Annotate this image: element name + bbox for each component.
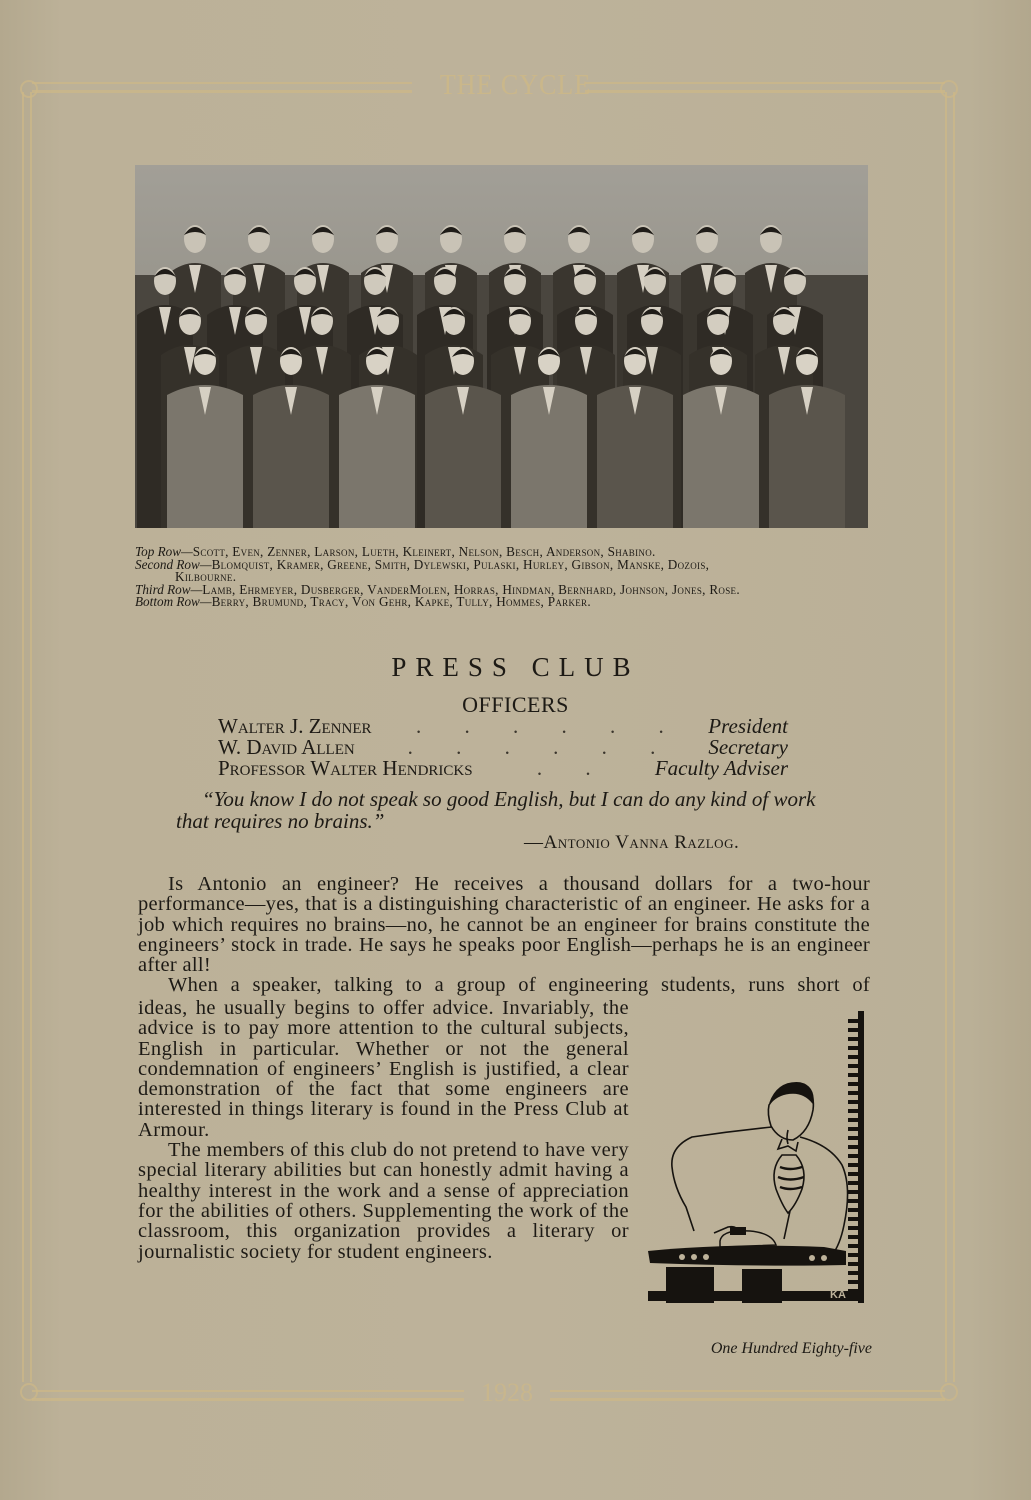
sawtooth-tooth (848, 1019, 860, 1023)
body-paragraph-2-first-line: When a speaker, talking to a group of engineering students, runs short of (168, 974, 870, 997)
sawtooth-tooth (848, 1190, 860, 1194)
club-title: PRESS CLUB (391, 652, 640, 682)
epigraph-quote: “You know I do not speak so good English, but I can do any kind of work that requires no brains.” (176, 787, 816, 833)
body-paragraph-3: The members of this club do not pretend to have very special literary abilities but can honestly admit having a healthy interest in the work and a sense of appreciation for the abilities of others. Supplementing the work of the classroom, this organization provides a literary or journalistic society for student engineers. (138, 1139, 629, 1263)
sawtooth-tooth (848, 1127, 860, 1131)
sawtooth-tooth (848, 1163, 860, 1167)
sawtooth-tooth (848, 1037, 860, 1041)
sawtooth-tooth (848, 1262, 860, 1266)
sawtooth-tooth (848, 1280, 860, 1284)
officer-row (218, 737, 788, 758)
running-head: THE CYCLE (439, 68, 592, 101)
sawtooth-border (848, 1011, 864, 1303)
sawtooth-tooth (848, 1028, 860, 1032)
officer-role: Secretary (708, 735, 788, 759)
leader-dots: . . . . . . (407, 737, 656, 758)
sawtooth-tooth (848, 1181, 860, 1185)
body-text-full-width (138, 874, 870, 996)
caption-row-top: Top Row—Scott, Even, Zenner, Larson, Lueth, Kleinert, Nelson, Besch, Anderson, Shabino. (135, 544, 656, 559)
sawtooth-tooth (848, 1217, 860, 1221)
sawtooth-tooth (848, 1145, 860, 1149)
sawtooth-tooth (848, 1082, 860, 1086)
body-paragraph-1: Is Antonio an engineer? He receives a thousand dollars for a two-hour performance—yes, that is a distinguishing characteristic of an engineer. He asks for a job which requires no brains—no, he cannot be an engineer for brains constitute the engineers’ stock in trade. He says he speaks poor English—perhaps he is an engineer after all! (138, 873, 870, 977)
sawtooth-tooth (848, 1100, 860, 1104)
officer-name: Walter J. Zenner (218, 714, 372, 738)
artist-signature: KA (830, 1289, 846, 1301)
sawtooth-tooth (848, 1235, 860, 1239)
sawtooth-tooth (848, 1073, 860, 1077)
caption-row-bottom: Bottom Row—Berry, Brumund, Tracy, Von Gehr, Kapke, Tully, Hommes, Parker. (135, 594, 591, 610)
iron (720, 1227, 776, 1247)
group-photo-figures (135, 165, 868, 528)
caption-row-second-cont: Kilbourne. (175, 569, 237, 585)
body-paragraph-2-rest: ideas, he usually begins to offer advice. Invariably, the advice is to pay more attention to the cultural subjects, English in particular. Whether or not the general condemnation of engineers’ English is justified, a clear demonstration of the fact that some engineers are interested in things literary is found in the Press Club at Armour. (138, 997, 629, 1141)
ironing-board (648, 1246, 858, 1303)
sawtooth-tooth (848, 1244, 860, 1248)
sawtooth-tooth (848, 1055, 860, 1059)
caption-row-third: Third Row—Lamb, Ehrmeyer, Dusberger, VanderMolen, Horras, Hindman, Bernhard, Johnson, Jones, Rose. (135, 581, 740, 597)
sawtooth-tooth (848, 1046, 860, 1050)
photo-caption (135, 546, 871, 609)
officers-list (218, 716, 788, 779)
caption-row-second: Second Row—Blomquist, Kramer, Greene, Smith, Dylewski, Pulaski, Hurley, Gibson, Manske, Dozois, (135, 556, 710, 572)
ironing-man-illustration (642, 1005, 874, 1305)
officer-name: Professor Walter Hendricks (218, 756, 473, 780)
officer-row (218, 758, 788, 779)
sawtooth-tooth (848, 1154, 860, 1158)
sawtooth-tooth (848, 1199, 860, 1203)
sawtooth-tooth (848, 1253, 860, 1257)
sawtooth-tooth (848, 1208, 860, 1212)
sawtooth-tooth (848, 1118, 860, 1122)
running-foot-year: 1928 (481, 1378, 533, 1407)
sawtooth-tooth (848, 1109, 860, 1113)
frame-left-rule (22, 92, 32, 1382)
leader-dots: . . . . . . (416, 716, 664, 737)
leader-dots: . . (536, 758, 591, 779)
sawtooth-tooth (848, 1064, 860, 1068)
sawtooth-tooth (848, 1172, 860, 1176)
officer-name: W. David Allen (218, 735, 355, 759)
sawtooth-tooth (848, 1091, 860, 1095)
sawtooth-tooth (848, 1226, 860, 1230)
group-photo (135, 165, 868, 528)
sawtooth-tooth (848, 1271, 860, 1275)
officer-row (218, 716, 788, 737)
officer-role: Faculty Adviser (654, 756, 788, 780)
man-figure (672, 1083, 848, 1255)
frame-right-rule (945, 92, 955, 1382)
quote-attribution: —Antonio Vanna Razlog. (524, 832, 740, 853)
page-number-folio: One Hundred Eighty-five (710, 1340, 872, 1357)
sawtooth-tooth (848, 1136, 860, 1140)
officers-heading: OFFICERS (462, 692, 569, 717)
officer-role: President (708, 714, 788, 738)
body-text-narrow (138, 998, 629, 1262)
